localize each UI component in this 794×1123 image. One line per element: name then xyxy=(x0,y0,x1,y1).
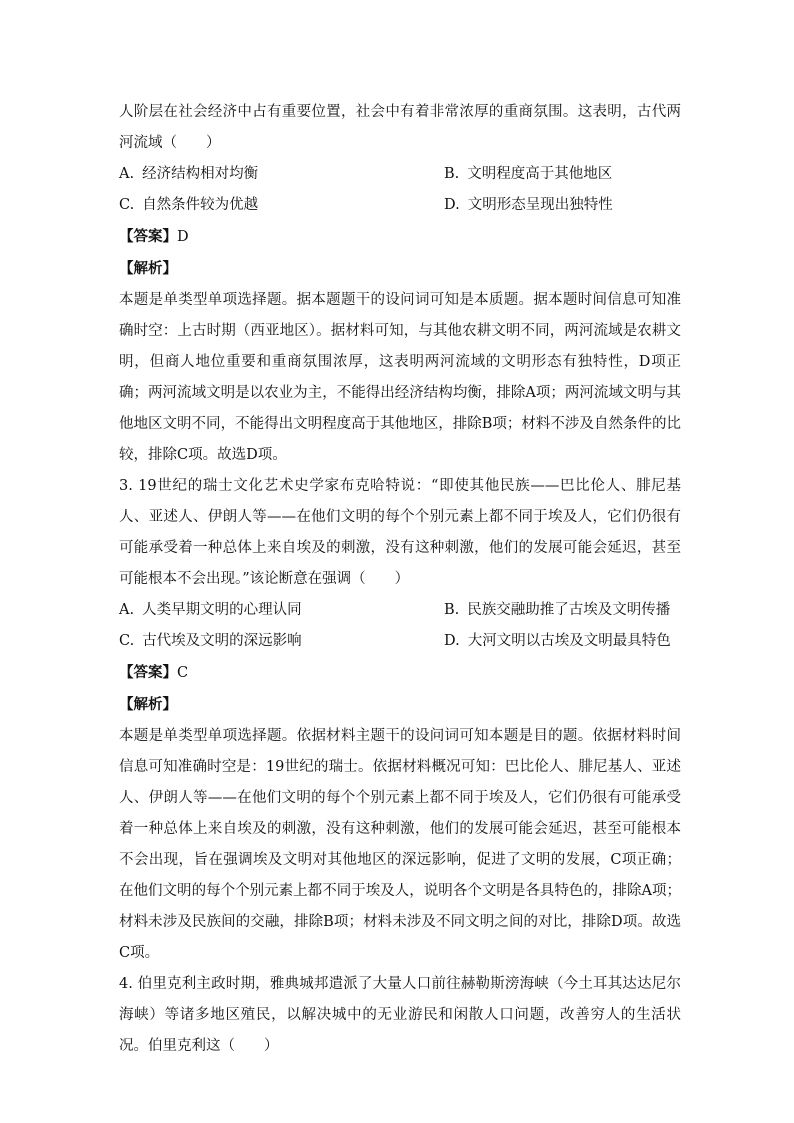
q2-analysis: 本题是单类型单项选择题。据本题题干的设问词可知是本质题。据本题时间信息可知准确时空：上古时期（西亚地区）。据材料可知，与其他农耕文明不同，两河流域是农耕文明，但商人地位重要和重商氛围浓厚，这表明两河流域的文明形态有独特性，D项正确；两河流域文明是以农业为主，不能得出经济结构均衡，排除A项；两河流域文明与其他地区文明不同，不能得出文明程度高于其他地区，排除B项；材料不涉及自然条件的比较，排除C项。故选D项。 xyxy=(119,292,681,463)
q2-option-c: C. 自然条件较为优越 xyxy=(119,197,259,213)
q2-options xyxy=(119,159,681,221)
q3-analysis: 本题是单类型单项选择题。依据材料主题干的设问词可知本题是目的题。依据材料时间信息可知准确时空是：19世纪的瑞士。依据材料概况可知：巴比伦人、腓尼基人、亚述人、伊朗人等——在他们文明的每个个别元素上都不同于埃及人，它们仍很有可能承受着一种总体上来自埃及的刺激，没有这种刺激，他们的发展可能会延迟，甚至可能根本不会出现，旨在强调埃及文明对其他地区的深远影响，促进了文明的发展，C项正确；在他们文明的每个个别元素上都不同于埃及人，说明各个文明是各具特色的，排除A项；材料未涉及民族间的交融，排除B项；材料未涉及不同文明之间的对比，排除D项。故选C项。 xyxy=(119,728,681,961)
q3-option-a: A. 人类早期文明的心理认同 xyxy=(119,602,302,618)
document-page xyxy=(119,97,681,1062)
q3-analysis-heading: 【解析】 xyxy=(119,696,177,713)
q2-option-b: B. 文明程度高于其他地区 xyxy=(444,166,613,182)
q2-stem: 人阶层在社会经济中占有重要位置，社会中有着非常浓厚的重商氛围。这表明，古代两河流域（ ） xyxy=(119,104,681,151)
q4-stem: 4. 伯里克利主政时期，雅典城邦遣派了大量人口前往赫勒斯滂海峡（今土耳其达达尼尔海峡）等诸多地区殖民，以解决城中的无业游民和闲散人口问题，改善穷人的生活状况。伯里克利这（ ） xyxy=(119,976,681,1054)
q3-option-b: B. 民族交融助推了古埃及文明传播 xyxy=(444,602,671,618)
q2-option-d: D. 文明形态呈现出独特性 xyxy=(444,197,613,213)
q3-options xyxy=(119,595,681,657)
q3-stem: 3. 19世纪的瑞士文化艺术史学家布克哈特说：“即使其他民族——巴比伦人、腓尼基人、亚述人、伊朗人等——在他们文明的每个个别元素上都不同于埃及人，它们仍很有可能承受着一种总体上来自埃及的刺激，没有这种刺激，他们的发展可能会延迟，甚至可能根本不会出现。”该论断意在强调（ ） xyxy=(119,478,681,587)
q3-option-c: C. 古代埃及文明的深远影响 xyxy=(119,633,302,649)
q3-option-d: D. 大河文明以古埃及文明最具特色 xyxy=(444,633,671,649)
q2-analysis-heading: 【解析】 xyxy=(119,260,177,277)
q3-answer: 【答案】C xyxy=(119,664,189,681)
q2-answer: 【答案】D xyxy=(119,228,189,245)
q2-option-a: A. 经济结构相对均衡 xyxy=(119,166,259,182)
